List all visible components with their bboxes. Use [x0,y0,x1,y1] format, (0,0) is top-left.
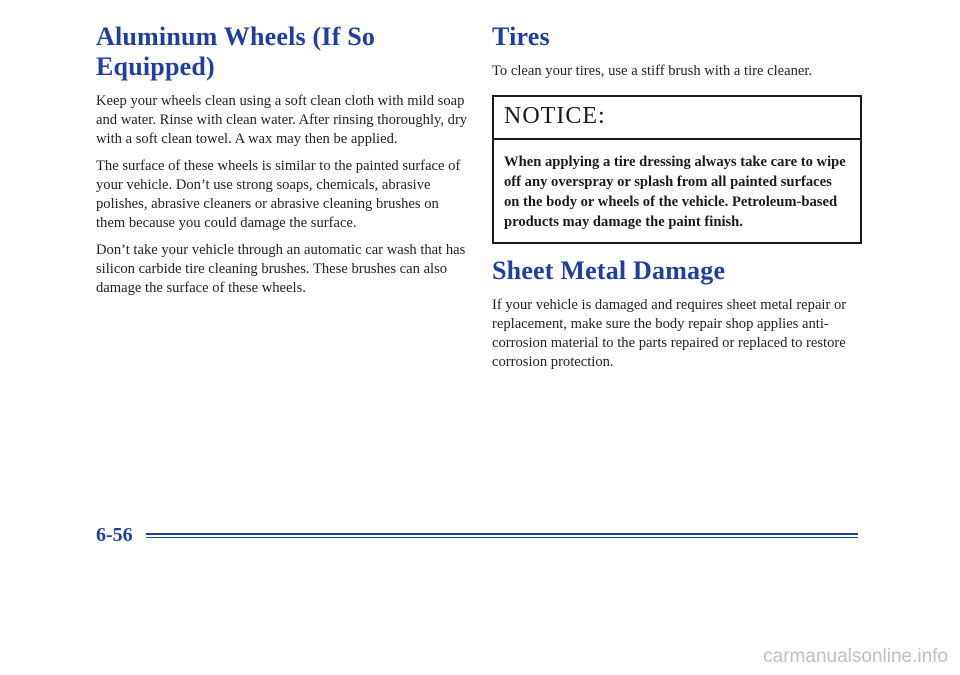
notice-box [492,95,862,244]
notice-text: When applying a tire dressing always take care to wipe off any overspray or splash from all painted surfaces on the body or wheels of the vehicle. Petroleum-based products may damage the paint finish. [504,154,846,230]
sheet-metal-heading: Sheet Metal Damage [492,256,726,285]
left-column [96,22,468,306]
footer-rule [146,533,858,535]
wheels-paragraph-2: The surface of these wheels is similar to the painted surface of your vehicle. Don’t use strong soaps, chemicals, abrasive polishes, abrasive cleaners or abrasive cleaning brushes on them because you could damage the surface. [96,158,461,231]
notice-heading: NOTICE: [494,97,860,140]
watermark-link[interactable]: carmanualsonline.info [763,646,948,667]
footer-rule-thin [146,537,858,538]
tires-paragraph: To clean your tires, use a stiff brush with a tire cleaner. [492,63,813,79]
sheet-metal-paragraph: If your vehicle is damaged and requires sheet metal repair or replacement, make sure the body repair shop applies anti-corrosion material to the parts repaired or replaced to restore corrosion protection. [492,297,847,370]
tires-heading: Tires [492,22,550,51]
wheels-paragraph-3: Don’t take your vehicle through an automatic car wash that has silicon carbide tire cleaning brushes. These brushes can also damage the surface of these wheels. [96,242,466,296]
page-footer [96,524,858,544]
aluminum-wheels-heading: Aluminum Wheels (If So Equipped) [96,22,376,81]
page-number: 6-56 [96,524,133,546]
wheels-paragraph-1: Keep your wheels clean using a soft clean cloth with mild soap and water. Rinse with clean water. After rinsing thoroughly, dry with a soft clean towel. A wax may then be applied. [96,93,468,147]
right-column [492,22,864,380]
